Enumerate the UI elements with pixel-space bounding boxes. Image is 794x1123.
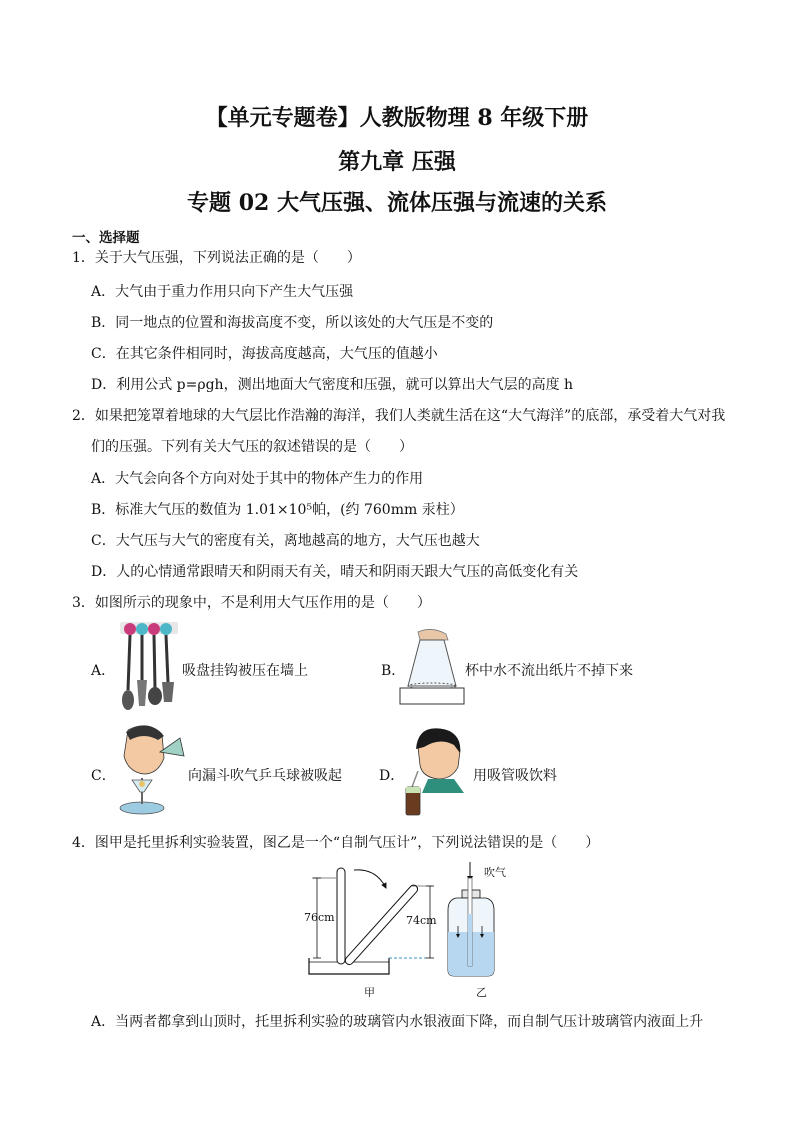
question-1-option-c: C．在其它条件相同时，海拔高度越高，大气压的值越小 bbox=[91, 346, 438, 362]
paper-title: 【单元专题卷】人教版物理 8 年级下册 bbox=[205, 105, 589, 131]
question-1-option-a: A．大气由于重力作用只向下产生大气压强 bbox=[91, 284, 354, 300]
figure-label-74cm: 74cm bbox=[406, 914, 437, 927]
funnel-blowing-image bbox=[114, 722, 186, 818]
question-3-option-c-text: 向漏斗吹气乒乓球被吸起 bbox=[188, 768, 342, 784]
question-2-option-b: B．标准大气压的数值为 1.01×10⁵帕，(约 760mm 汞柱） bbox=[91, 502, 464, 518]
question-3-option-d-letter: D． bbox=[379, 768, 405, 784]
question-2-option-d: D．人的心情通常跟晴天和阴雨天有关，晴天和阴雨天跟大气压的高低变化有关 bbox=[91, 564, 579, 580]
topic-title: 专题 02 大气压强、流体压强与流速的关系 bbox=[187, 190, 607, 216]
question-3-option-b-text: 杯中水不流出纸片不掉下来 bbox=[465, 663, 633, 679]
question-1-option-b: B．同一地点的位置和海拔高度不变，所以该处的大气压是不变的 bbox=[91, 315, 494, 331]
question-4-option-a: A．当两者都拿到山顶时，托里拆利实验的玻璃管内水银液面下降，而自制气压计玻璃管内液面上升 bbox=[91, 1014, 704, 1030]
question-2-stem-line1: 2．如果把笼罩着地球的大气层比作浩瀚的海洋，我们人类就生活在这“大气海洋”的底部，承受着大气对我 bbox=[72, 408, 726, 424]
question-2-option-a: A．大气会向各个方向对处于其中的物体产生力的作用 bbox=[91, 471, 424, 487]
question-1-option-d: D．利用公式 p=ρgh，测出地面大气密度和压强，就可以算出大气层的高度 h bbox=[91, 377, 574, 393]
figure-label-yi: 乙 bbox=[476, 986, 487, 999]
question-3-stem: 3．如图所示的现象中，不是利用大气压作用的是（ ） bbox=[72, 595, 431, 611]
question-3-option-a-text: 吸盘挂钩被压在墙上 bbox=[182, 663, 308, 679]
figure-label-blow: 吹气 bbox=[484, 866, 506, 879]
drinking-straw-image bbox=[404, 727, 470, 819]
question-1-stem: 1．关于大气压强，下列说法正确的是（ ） bbox=[72, 250, 361, 266]
question-2-option-c: C．大气压与大气的密度有关，离地越高的地方，大气压也越大 bbox=[91, 533, 480, 549]
suction-hooks-image bbox=[118, 620, 180, 714]
question-3-option-b-letter: B． bbox=[381, 663, 406, 679]
question-3-option-c-letter: C． bbox=[91, 768, 116, 784]
question-3-option-a-letter: A． bbox=[91, 663, 116, 679]
chapter-title: 第九章 压强 bbox=[338, 149, 456, 175]
question-3-option-d-text: 用吸管吸饮料 bbox=[473, 768, 557, 784]
question-2-stem-line2: 们的压强。下列有关大气压的叙述错误的是（ ） bbox=[91, 439, 413, 455]
figure-label-76cm: 76cm bbox=[304, 911, 335, 924]
inverted-cup-image bbox=[398, 628, 466, 706]
figure-label-jia: 甲 bbox=[364, 986, 375, 999]
section-heading: 一、选择题 bbox=[72, 230, 140, 246]
question-4-stem: 4．图甲是托里拆利实验装置，图乙是一个“自制气压计”，下列说法错误的是（ ） bbox=[72, 835, 600, 851]
